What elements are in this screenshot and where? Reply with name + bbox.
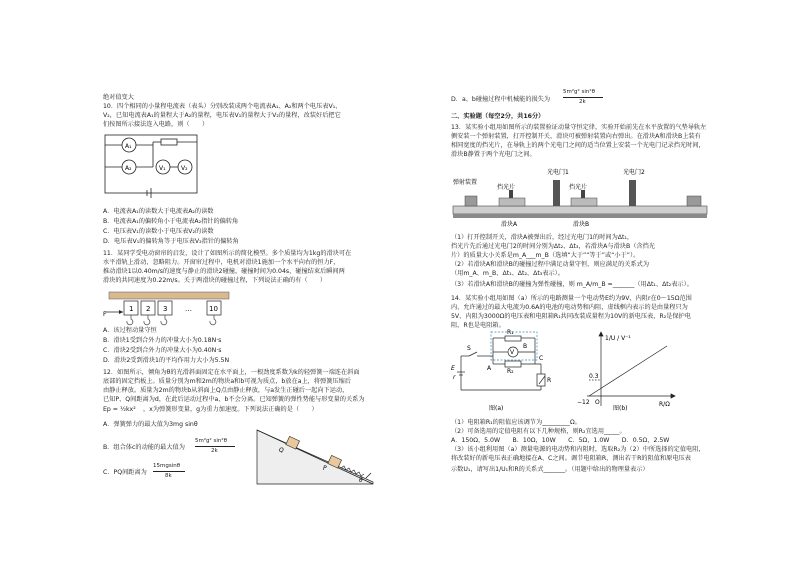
y-axis-label: 1/U / V⁻¹ bbox=[605, 335, 631, 342]
text-line: 们按图所示接法连入电路，则（ ） bbox=[103, 121, 209, 128]
launcher-label: 弹射装置 bbox=[453, 179, 478, 186]
block-2: 2 bbox=[146, 305, 151, 313]
origin-label: O bbox=[595, 399, 600, 406]
fraction-numerator: 5m²g² sin²θ bbox=[563, 89, 595, 95]
q14-item: （1）电阻箱R₁的阻值应该调节为_________Ω。 bbox=[451, 419, 581, 426]
fraction-denominator: 8k bbox=[165, 473, 172, 479]
block-10: 10 bbox=[209, 305, 218, 313]
node-a-label: A bbox=[487, 365, 492, 372]
q13-item: （1）打开控制开关，滑块A被弹出后，经过光电门1的时间为Δt₁， bbox=[451, 234, 634, 241]
block-1: 1 bbox=[129, 305, 134, 313]
incline-figure-q12 bbox=[253, 418, 378, 488]
text-line: 内、允许通过的最大电流为0.6A的电池的电动势和内阻，虚线框内表示的是由量程只为 bbox=[451, 304, 688, 311]
fraction-denominator: 2k bbox=[211, 448, 218, 454]
fraction-numerator: 15mgsinθ bbox=[153, 463, 181, 469]
text-line: 底部的固定挡板上。质量分别为m和2m的物块a和b可视为质点，b放在a上，将弹簧压缩后 bbox=[103, 378, 351, 385]
fraction-denominator: 2k bbox=[579, 99, 586, 105]
figure-a-caption: 图(a) bbox=[489, 405, 504, 412]
circuit-figure-q10 bbox=[103, 130, 203, 200]
a1-label: A₁ bbox=[125, 143, 132, 150]
text-line: V₂，已知电流表A₁的量程大于A₂的量程，电压表V₁的量程大于V₂的量程，改装好后把它 bbox=[103, 112, 341, 119]
rail bbox=[109, 292, 229, 299]
q13-item: （用m_A、m_B、Δt₁、Δt₂、Δt₃表示）。 bbox=[451, 270, 564, 277]
text-line: 5V、内阻为3000Ω的电压表和电阻箱R₁共同改装成量程为10V的新电压表，R₂是保护电 bbox=[451, 313, 691, 320]
force-label: F bbox=[103, 311, 107, 318]
q13-item: 挡光片先后通过光电门2的时间分别为Δt₂、Δt₃，若滑块A与滑块B（含挡光 bbox=[451, 243, 655, 250]
gate2-label: 光电门2 bbox=[623, 169, 645, 176]
text-line: 滑块B静置于两个光电门之间。 bbox=[451, 151, 536, 158]
question-11: 11．某同学受电动窗帘的启发，设计了如图所示的简化模型。多个质量均为1kg的滑块可在 bbox=[103, 250, 352, 257]
y-intercept-label: 0.3 bbox=[589, 373, 599, 380]
q13-item: 片）的质量大小关系是m_A___m_B（选填“大于”“等于”或“小于”）。 bbox=[451, 252, 640, 259]
r-label: R bbox=[547, 377, 552, 384]
gate1-label: 光电门1 bbox=[547, 169, 569, 176]
figure-b-caption: 图(b) bbox=[613, 405, 628, 412]
v2-label: V₂ bbox=[181, 165, 188, 172]
shade-b bbox=[581, 190, 585, 198]
option-d: D．a、b碰撞过程中机械能的损失为 bbox=[451, 96, 551, 103]
question-14: 14．某实验小组用如图（a）所示的电路测量一个电动势E约为9V、内阻r在0～15Ω范围 bbox=[451, 295, 692, 302]
shade-a bbox=[509, 190, 513, 198]
track-base bbox=[453, 214, 707, 218]
switch-label: S bbox=[467, 345, 471, 352]
q14-item: 示数U₁，请写出1/U₁和R的关系式_______。（用题中给出的物理量表示） bbox=[451, 466, 649, 473]
q13-item: （3）若滑块A和滑块B的碰撞为弹性碰撞，则 m_A/m_B =_______（用Δt₁、Δt₂表示）。 bbox=[451, 281, 693, 288]
gate-1 bbox=[553, 180, 560, 206]
question-12: 12．如图所示，倾角为θ的光滑斜面固定在水平面上，一根劲度系数为k的轻弹簧一端连在斜面 bbox=[103, 369, 360, 376]
x-axis-label: R/Ω bbox=[659, 401, 670, 408]
q14-item: （2）可备选用的定值电阻有以下几种规格，则R₂宜选用_____。 bbox=[451, 428, 626, 435]
text-line: 水平滑轨上滑动，忽略阻力。开窗帘过程中，电机对滑块1施加一个水平向右的恒力F， bbox=[103, 259, 340, 266]
q14-item: 将改装好的新电压表正确地接在A、C之间。调节电阻箱R，测出若干R的阻值和原电压表 bbox=[451, 455, 691, 462]
r2-label: R₂ bbox=[507, 368, 514, 375]
x-intercept-label: −12 bbox=[577, 399, 590, 406]
node-b-label: B bbox=[523, 343, 528, 350]
section-heading: 二、实验题（每空2分，共16分） bbox=[451, 113, 545, 120]
question-10: 10．四个相同的小量程电流表（表头）分别改装成两个电流表A₁、A₂和两个电压表V₁、 bbox=[103, 103, 342, 110]
block-a bbox=[499, 198, 525, 206]
text-line: 相同宽度的挡光片，在导轨上的两个光电门之间的适当位置上安装一个光电门记录挡光时间， bbox=[451, 142, 705, 149]
option-c: C．PQ间距离为 bbox=[103, 469, 147, 476]
voltmeter-label: V bbox=[510, 349, 515, 356]
option-b: B．组合体c的动能的最大值为 bbox=[103, 444, 185, 451]
text-line: 绝对值变大 bbox=[103, 94, 134, 101]
option-b: B．滑块1受到合外力的冲量大小为0.18N·s bbox=[103, 337, 222, 344]
p-label: P bbox=[323, 465, 327, 472]
block-3: 3 bbox=[163, 305, 168, 313]
right-column bbox=[451, 0, 716, 562]
option-a: A．电流表A₁的读数大于电流表A₂的读数 bbox=[103, 208, 214, 215]
r1-label: R₁ bbox=[507, 329, 514, 336]
rail-figure-q11 bbox=[103, 290, 243, 330]
emf-label: E bbox=[451, 365, 455, 372]
q14-item: A．150Ω，5.0W B．10Ω，10W C．5Ω，1.0W D．0.5Ω，2.5W bbox=[451, 437, 670, 444]
launcher bbox=[465, 196, 477, 206]
q13-item: （2）若滑块A和滑块B的碰撞过程中满足动量守恒，则应满足的关系式为 bbox=[451, 261, 650, 268]
block-b bbox=[571, 198, 597, 206]
shade1-label: 挡光片 bbox=[497, 184, 516, 191]
ellipsis: … bbox=[185, 305, 192, 313]
v1-label: V₁ bbox=[159, 165, 166, 172]
option-a: A．弹簧弹力的最大值为3mg sinθ bbox=[103, 421, 198, 428]
text-line: 由静止释放。质量为2m的物块b从斜面上Q点由静止释放，与a发生正碰后一起向下运动， bbox=[103, 387, 349, 394]
option-c: C．电压表V₁的读数小于电压表V₂的读数 bbox=[103, 228, 214, 235]
fraction-numerator: 5m²g² sin²θ bbox=[195, 438, 227, 444]
air-track bbox=[453, 206, 707, 214]
graph-figure-q14b bbox=[571, 328, 681, 414]
gate-2 bbox=[629, 180, 636, 206]
text-line: 侧安装一个弹射装置，打开控制开关，滑块可被弹射装置向右弹出。在滑块A和滑块B上装有 bbox=[451, 133, 701, 140]
air-track-figure-q13 bbox=[451, 160, 711, 228]
internal-r-label: r bbox=[453, 374, 456, 381]
text-line: 滑块的共同速度为0.22m/s。关于两滑块的碰撞过程，下列说法正确的有（ ） bbox=[103, 277, 327, 284]
theta-label: θ bbox=[359, 477, 363, 484]
text-line: 阻，R也是电阻箱。 bbox=[451, 322, 505, 329]
option-a: A．该过程动量守恒 bbox=[103, 327, 157, 334]
circuit-figure-q14a bbox=[451, 328, 561, 414]
a2-label: A₂ bbox=[125, 165, 132, 172]
shade2-label: 挡光片 bbox=[569, 184, 588, 191]
formula-ep: Ep = ½kx² bbox=[103, 406, 136, 413]
q-label: Q bbox=[279, 447, 284, 454]
option-d: D．滑块2受到滑块1的平均作用力大小为5.5N bbox=[103, 357, 230, 364]
option-c: C．滑块2受到合外力的冲量大小为0.40N·s bbox=[103, 347, 222, 354]
node-c-label: C bbox=[539, 355, 544, 362]
text-line: 已知P、Q间距离为d，在此后运动过程中a、b不会分离。已知弹簧的弹性势能与形变量的关系为 bbox=[103, 396, 365, 403]
block-a-label: 滑块A bbox=[501, 221, 518, 228]
end-stop bbox=[687, 196, 701, 206]
text-line: ，x为弹簧形变量，g为重力加速度。下列说法正确的是（ ） bbox=[143, 406, 318, 413]
option-b: B．电流表A₁的偏转角小于电流表A₂指针的偏转角 bbox=[103, 218, 239, 225]
left-column bbox=[103, 0, 400, 562]
q14-item: （3）该小组利用图（a）测量电源的电动势和内阻时，选取R₂为（2）中所选择的定值电阻， bbox=[451, 446, 705, 453]
text-line: 推动滑块1以0.40m/s的速度与静止的滑块2碰撞，碰撞时间为0.04s，碰撞结束后瞬间两 bbox=[103, 268, 345, 275]
option-d: D．电压表V₁的偏转角等于电压表V₂指针的偏转角 bbox=[103, 238, 239, 245]
question-13: 13．某实验小组用如图所示的装置验证动量守恒定律，实验开始前先在水平放置的气垫导轨左 bbox=[451, 124, 707, 131]
block-b-label: 滑块B bbox=[573, 221, 590, 228]
